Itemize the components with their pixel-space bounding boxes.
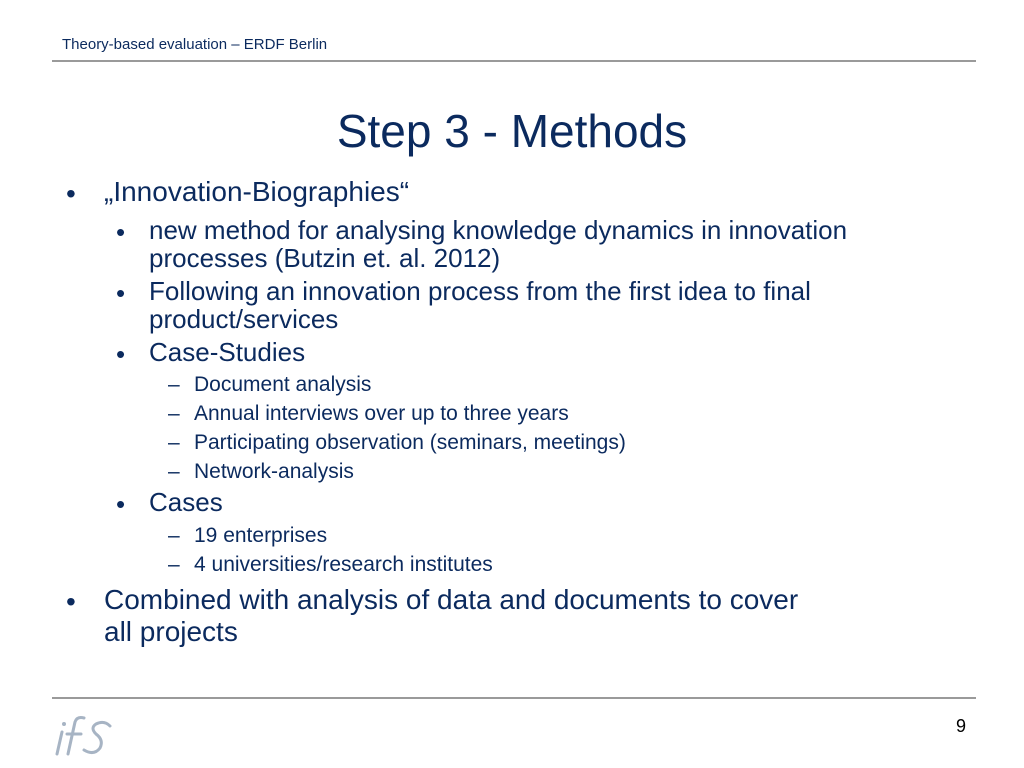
bullet-following-process: [149, 277, 811, 333]
sub-item-annual-interviews: [194, 399, 569, 428]
bullet-new-method: [149, 216, 847, 272]
bullet-marker: •: [116, 278, 126, 308]
bullet-marker: •: [66, 178, 76, 209]
sub-item-document-analysis: [194, 370, 371, 399]
bullet-text-line2: processes (Butzin et. al. 2012): [149, 243, 501, 273]
bullet-text: Case-Studies: [149, 337, 306, 367]
sub-item-text: 19 enterprises: [194, 524, 328, 547]
header-text: Theory-based evaluation – ERDF Berlin: [62, 36, 328, 53]
dash-marker: –: [168, 402, 180, 425]
bullet-text-line1: new method for analysing knowledge dynamics in innovation: [149, 215, 848, 245]
sub-item-text: Participating observation (seminars, meetings): [194, 431, 626, 454]
bullet-marker: •: [116, 489, 126, 519]
bullet-text-line2: product/services: [149, 304, 339, 334]
sub-item-network-analysis: [194, 457, 354, 486]
bullet-text-line1: Following an innovation process from the first idea to final: [149, 276, 811, 306]
bullet-text-line2: all projects: [104, 616, 238, 647]
dash-marker: –: [168, 431, 180, 454]
sub-item-participating-observation: [194, 428, 626, 457]
bullet-cases: [149, 488, 223, 516]
bullet-marker: •: [116, 217, 126, 247]
sub-item-text: Annual interviews over up to three years: [194, 402, 569, 425]
bullet-combined-analysis: [104, 584, 798, 648]
footer-divider: [52, 697, 976, 699]
bullet-case-studies: [149, 338, 305, 366]
sub-item-universities: [194, 550, 493, 579]
sub-item-text: 4 universities/research institutes: [194, 553, 493, 576]
sub-item-enterprises: [194, 521, 327, 550]
bullet-text-line1: Combined with analysis of data and documents to cover: [104, 584, 799, 615]
bullet-text: Cases: [149, 487, 223, 517]
sub-item-text: Network-analysis: [194, 460, 354, 483]
slide-title: Step 3 - Methods: [336, 105, 688, 157]
header-divider: [52, 60, 976, 62]
dash-marker: –: [168, 373, 180, 396]
bullet-marker: •: [66, 586, 76, 617]
ifs-logo-icon: [54, 714, 118, 760]
bullet-marker: •: [116, 339, 126, 369]
dash-marker: –: [168, 460, 180, 483]
bullet-text: „Innovation-Biographies“: [104, 176, 410, 207]
sub-item-text: Document analysis: [194, 373, 372, 396]
dash-marker: –: [168, 524, 180, 547]
page-number: 9: [955, 716, 966, 736]
bullet-innovation-biographies: [104, 176, 409, 208]
dash-marker: –: [168, 553, 180, 576]
